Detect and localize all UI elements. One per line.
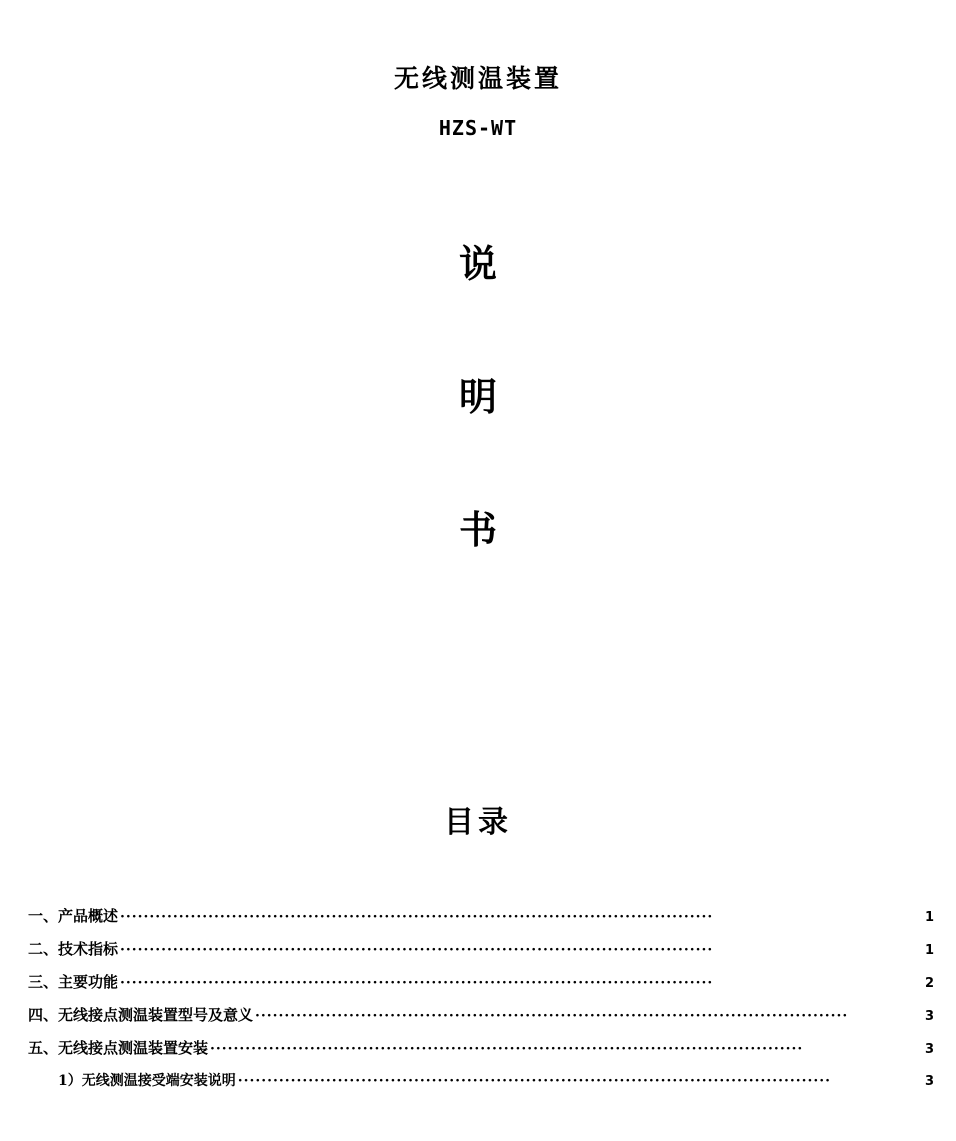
cover-char-ming: 明 [458, 374, 497, 419]
toc-entry-page: 3 [924, 1074, 934, 1089]
toc-entry-label: 三、主要功能 [28, 973, 119, 991]
toc-entry-label: 1）无线测温接受端安装说明 [58, 1073, 236, 1089]
toc-dot-leader: ····································································································· [210, 1042, 804, 1056]
cover-char-shu: 书 [458, 507, 497, 552]
toc-dot-leader: ····································································································· [255, 1009, 849, 1023]
toc-entry[interactable] [28, 1041, 934, 1056]
toc-entry[interactable] [28, 1074, 934, 1088]
page-title: 无线测温装置 [393, 64, 562, 93]
toc-entry-label: 一、产品概述 [28, 907, 119, 925]
product-model: HZS-WT [438, 116, 518, 140]
toc-entry-label: 四、无线接点测温装置型号及意义 [28, 1006, 254, 1024]
cover-char-shuo: 说 [458, 241, 497, 286]
toc-entry[interactable] [28, 975, 934, 990]
toc-entry[interactable] [28, 942, 934, 957]
toc-entry-page: 1 [924, 910, 934, 925]
document-page [0, 64, 956, 1141]
toc-entry[interactable] [28, 909, 934, 924]
toc-dot-leader: ····································································································· [237, 1074, 832, 1088]
toc-entry-page: 3 [924, 1042, 934, 1057]
toc-entry[interactable] [28, 1008, 934, 1023]
toc-dot-leader: ····································································································· [120, 910, 714, 924]
toc-entry-page: 1 [924, 943, 934, 958]
toc-dot-leader: ····································································································· [120, 943, 714, 957]
toc-list [0, 909, 956, 1088]
toc-entry-label: 五、无线接点测温装置安装 [28, 1039, 209, 1057]
toc-entry-page: 2 [924, 976, 934, 991]
toc-entry-page: 3 [924, 1009, 934, 1024]
toc-dot-leader: ····································································································· [120, 976, 714, 990]
toc-entry-label: 二、技术指标 [28, 940, 119, 958]
toc-heading: 目录 [444, 805, 512, 840]
